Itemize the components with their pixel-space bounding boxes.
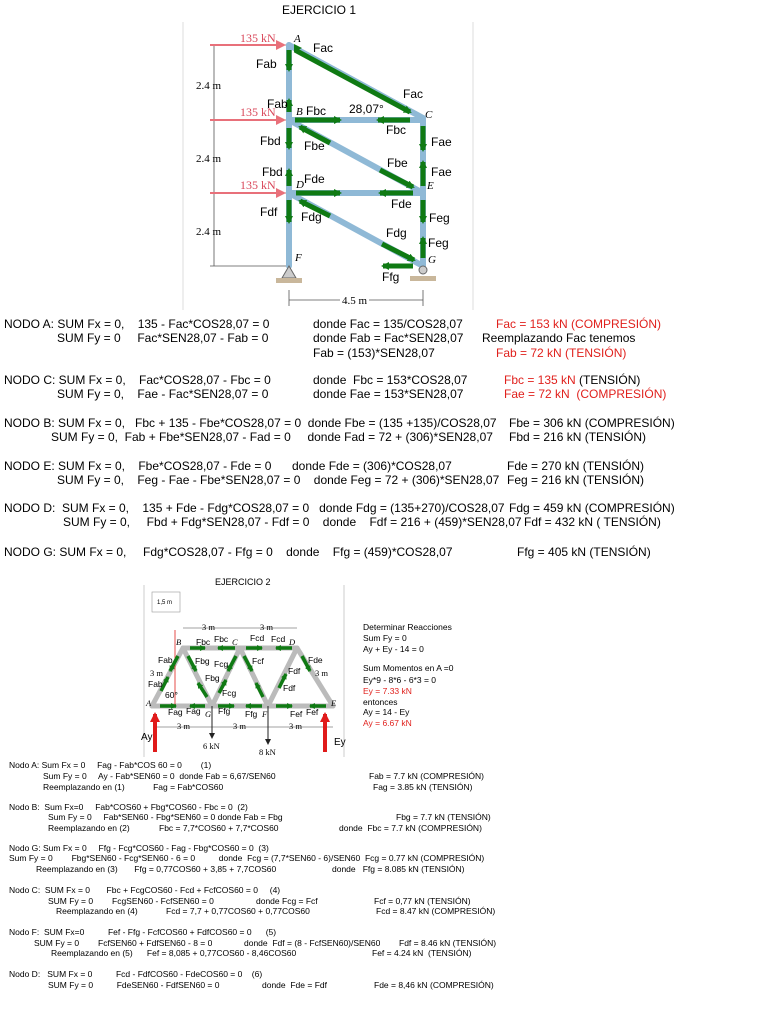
force-label: Fbg: [205, 673, 220, 683]
force-label: Fdf: [288, 666, 301, 676]
eq-line: NODO E: SUM Fx = 0, Fbe*COS28,07 - Fde = 0: [4, 459, 272, 473]
result: Fde = 8,46 kN (COMPRESIÓN): [374, 980, 494, 990]
reaction-label: Ay: [141, 732, 153, 743]
force-label: Fcg: [214, 659, 229, 669]
reactions-line: Ay + Ey - 14 = 0: [363, 644, 424, 654]
node-label: A: [294, 33, 301, 45]
force-label: Fcd: [271, 634, 286, 644]
result-value: Fbc = 135 kN: [504, 373, 576, 387]
result: Fab = 7.7 kN (COMPRESIÓN): [369, 771, 485, 781]
force-label: Fbe: [304, 139, 325, 153]
eq-line: Nodo F: SUM Fx=0 Fef - Ffg - FcfCOS60 + FdfCOS60 = 0 (5): [9, 927, 277, 937]
angle-label: 28,07°: [349, 102, 384, 116]
force-label: Fef: [306, 707, 319, 717]
force-label: Fbc: [386, 123, 407, 137]
result: donde Ffg = 8.085 kN (TENSIÓN): [332, 864, 465, 874]
eq-line: donde Fde = (306)*COS28,07: [292, 459, 452, 473]
result: Ffg = 405 kN (TENSIÓN): [517, 545, 651, 559]
result: Fcd = 8.47 kN (COMPRESIÓN): [376, 906, 496, 916]
eq-line: Reemplazando en (4): [56, 906, 138, 916]
eq-line: NODO A: SUM Fx = 0, 135 - Fac*COS28,07 = 0: [4, 317, 270, 331]
node-label: E: [427, 180, 434, 192]
eq-line: donde Fac = 135/COS28,07: [313, 317, 463, 331]
force-label: Fab: [267, 97, 288, 111]
reactions-line: Ay = 14 - Ey: [363, 707, 410, 717]
force-label: Fac: [403, 87, 424, 101]
eq-line: donde Fde = Fdf: [262, 980, 327, 990]
force-label: Fab: [148, 679, 163, 689]
result: Fef = 4.24 kN (TENSIÓN): [372, 948, 472, 958]
eq-line: SUM Fy = 0 FcfSEN60 + FdfSEN60 - 8 = 0: [34, 938, 213, 948]
force-label: Fag: [186, 706, 201, 716]
eq-line: NODO D: SUM Fx = 0, 135 + Fde - Fdg*COS28,07 = 0 donde Fdg = (135+270)/COS28,07: [4, 501, 505, 515]
force-label: Fbc: [306, 104, 327, 118]
force-label: Ffg: [245, 709, 258, 719]
node-label: E: [331, 698, 337, 708]
result: Fab = 72 kN (TENSIÓN): [496, 346, 627, 360]
eq-line: SUM Fy = 0 FcgSEN60 - FcfSEN60 = 0: [48, 896, 214, 906]
result: Fdf = 432 kN ( TENSIÓN): [524, 515, 661, 529]
force-label: Fab: [158, 655, 173, 665]
force-label: Fae: [431, 165, 452, 179]
dim-label: 2.4 m: [196, 226, 222, 238]
angle-label: 60°: [165, 690, 178, 700]
eq-line: SUM Fy = 0, Fbd + Fdg*SEN28,07 - Fdf = 0 donde Fdf = 216 + (459)*SEN28,07: [63, 515, 522, 529]
force-label: Fac: [313, 41, 334, 55]
result: Fdg = 459 kN (COMPRESIÓN): [509, 501, 675, 515]
dim-label: 2.4 m: [196, 153, 222, 165]
result: Fag = 3.85 kN (TENSIÓN): [373, 782, 473, 792]
exercise-2-title: EJERCICIO 2: [215, 577, 271, 587]
exercise-1-title: EJERCICIO 1: [282, 3, 357, 17]
eq-line: NODO B: SUM Fx = 0, Fbc + 135 - Fbe*COS28,07 = 0 donde Fbe = (135 +135)/COS28,07: [4, 416, 497, 430]
eq-line: donde Fcg = Fcf: [256, 896, 318, 906]
eq-line: Nodo B: Sum Fx=0 Fab*COS60 + Fbg*COS60 - Fbc = 0 (2): [9, 802, 248, 812]
scale-label: 1,5 m: [157, 600, 173, 606]
reactions-result: Ay = 6.67 kN: [363, 718, 412, 728]
force-label: Ffg: [382, 270, 400, 284]
node-label: F: [295, 252, 302, 264]
eq-line: SUM Fy = 0, Fae - Fac*SEN28,07 = 0: [57, 387, 269, 401]
eq-line: SUM Fy = 0, Feg - Fae - Fbe*SEN28,07 = 0 donde Feg = 72 + (306)*SEN28,07: [57, 473, 500, 487]
reactions-line: entonces: [363, 697, 398, 707]
eq-line: NODO C: SUM Fx = 0, Fac*COS28,07 - Fbc = 0: [4, 373, 271, 387]
span-label: 3 m: [289, 721, 302, 731]
force-label: Fcg: [222, 688, 237, 698]
force-label: Fbe: [387, 156, 408, 170]
result: Fac = 153 kN (COMPRESIÓN): [496, 317, 662, 331]
node-label: C: [232, 637, 238, 647]
force-label: Fdg: [386, 226, 407, 240]
force-label: Fbd: [260, 134, 281, 148]
reactions-result: Ey = 7.33 kN: [363, 686, 412, 696]
span-label: 3 m: [233, 721, 246, 731]
span-label: 3 m: [177, 721, 190, 731]
eq-line: donde Fdf = (8 - FcfSEN60)/SEN60: [244, 938, 381, 948]
force-label: Fbc: [196, 637, 211, 647]
eq-line: Fbc = 7,7*COS60 + 7,7*COS60: [159, 823, 279, 833]
result: Fcf = 0,77 kN (TENSIÓN): [374, 896, 471, 906]
force-label: Fdg: [301, 210, 322, 224]
eq-line: Nodo G: Sum Fx = 0 Ffg - Fcg*COS60 - Fag - Fbg*COS60 = 0 (3): [9, 843, 269, 853]
node-label: G: [428, 254, 436, 266]
result: Fae = 72 kN (COMPRESIÓN): [504, 387, 667, 401]
eq-line: SUM Fy = 0 Fac*SEN28,07 - Fab = 0: [57, 331, 269, 345]
result: Fbg = 7.7 kN (TENSIÓN): [396, 812, 491, 822]
force-label: Feg: [429, 211, 450, 225]
eq-line: Sum Fy = 0 Fab*SEN60 - Fbg*SEN60 = 0 donde Fab = Fbg: [48, 812, 283, 822]
eq-line: Reemplazando en (3) Ffg = 0,77COS60 + 3,85 + 7,7COS60: [36, 864, 277, 874]
force-label: Feg: [428, 236, 449, 250]
force-label: Ffg: [218, 706, 231, 716]
span-label: 3 m: [260, 622, 273, 632]
eq-line: Reemplazando Fac tenemos: [482, 331, 636, 345]
force-label: Fbg: [195, 656, 210, 666]
load-label: 6 kN: [203, 741, 220, 751]
result: donde Fbc = 7.7 kN (COMPRESIÓN): [339, 823, 482, 833]
width-label: 4.5 m: [342, 295, 368, 307]
result: Fdf = 8.46 kN (TENSIÓN): [399, 938, 497, 948]
force-label: Fde: [391, 197, 412, 211]
force-label: Fde: [304, 172, 325, 186]
eq-line: Reemplazando en (2): [48, 823, 130, 833]
eq-line: SUM Fy = 0, Fab + Fbe*SEN28,07 - Fad = 0 donde Fad = 72 + (306)*SEN28,07: [51, 430, 493, 444]
force-label: Fbd: [262, 165, 283, 179]
eq-line: SUM Fy = 0 FdeSEN60 - FdfSEN60 = 0: [48, 980, 220, 990]
force-label: Fcd: [250, 633, 265, 643]
reactions-line: Determinar Reacciones: [363, 622, 452, 632]
node-label: D: [296, 179, 304, 191]
force-label: Fef: [290, 709, 303, 719]
node-label: A: [146, 698, 152, 708]
reactions-line: Sum Fy = 0: [363, 633, 407, 643]
eq-line: Nodo C: SUM Fx = 0 Fbc + FcgCOS60 - Fcd + FcfCOS60 = 0 (4): [9, 885, 281, 895]
eq-line: Nodo A: Sum Fx = 0 Fag - Fab*COS 60 = 0 (1): [9, 760, 212, 770]
force-label: Fdf: [283, 683, 296, 693]
node-label: B: [296, 106, 303, 118]
result-note: (TENSIÓN): [575, 373, 641, 387]
span-label: 3 m: [202, 622, 215, 632]
force-label: Fag: [168, 707, 183, 717]
eq-line: Fcd = 7,7 + 0,77COS60 + 0,77COS60: [166, 906, 310, 916]
node-label: D: [289, 637, 296, 647]
load-label: 135 kN: [240, 105, 276, 119]
height-label: 3 m: [150, 668, 163, 678]
result: Fbd = 216 kN (TENSIÓN): [509, 430, 647, 444]
dim-label: 2.4 m: [196, 80, 222, 92]
eq-line: Fab = (153)*SEN28,07: [313, 346, 435, 360]
force-label: Fcf: [252, 656, 264, 666]
reaction-label: Ey: [334, 737, 346, 748]
load-label: 135 kN: [240, 178, 276, 192]
reactions-line: Ey*9 - 8*6 - 6*3 = 0: [363, 675, 437, 685]
result: Feg = 216 kN (TENSIÓN): [507, 473, 645, 487]
load-label: 8 kN: [259, 747, 276, 757]
height-label: 3 m: [315, 668, 328, 678]
result: Fde = 270 kN (TENSIÓN): [507, 459, 645, 473]
result: Fbe = 306 kN (COMPRESIÓN): [509, 416, 675, 430]
force-label: Fab: [256, 57, 277, 71]
eq-line: donde Fae = 153*SEN28,07: [313, 387, 464, 401]
eq-line: donde Fab = Fac*SEN28,07: [313, 331, 464, 345]
eq-line: Reemplazando en (1) Fag = Fab*COS60: [43, 782, 224, 792]
load-label: 135 kN: [240, 31, 276, 45]
reactions-line: Sum Momentos en A =0: [363, 663, 454, 673]
eq-line: Sum Fy = 0 Fbg*SEN60 - Fcg*SEN60 - 6 = 0 donde Fcg = (7,7*SEN60 - 6)/SEN60 Fcg = 0.77 kN (COMPRESIÓN): [9, 853, 485, 863]
node-label: B: [176, 637, 182, 647]
node-label: F: [262, 709, 268, 719]
eq-line: Sum Fy = 0 Ay - Fab*SEN60 = 0 donde Fab = 6,67/SEN60: [43, 771, 276, 781]
eq-line: donde Fbc = 153*COS28,07: [313, 373, 468, 387]
force-label: Fbc: [214, 634, 229, 644]
node-label: G: [205, 709, 212, 719]
force-label: Fae: [431, 135, 452, 149]
force-label: Fdf: [260, 205, 278, 219]
eq-line: NODO G: SUM Fx = 0, Fdg*COS28,07 - Ffg = 0 donde Ffg = (459)*COS28,07: [4, 545, 453, 559]
force-label: Fde: [308, 655, 323, 665]
node-label: C: [425, 109, 433, 121]
eq-line: Reemplazando en (5) Fef = 8,085 + 0,77COS60 - 8,46COS60: [51, 948, 297, 958]
eq-line: Nodo D: SUM Fx = 0 Fcd - FdfCOS60 - FdeCOS60 = 0 (6): [9, 969, 263, 979]
